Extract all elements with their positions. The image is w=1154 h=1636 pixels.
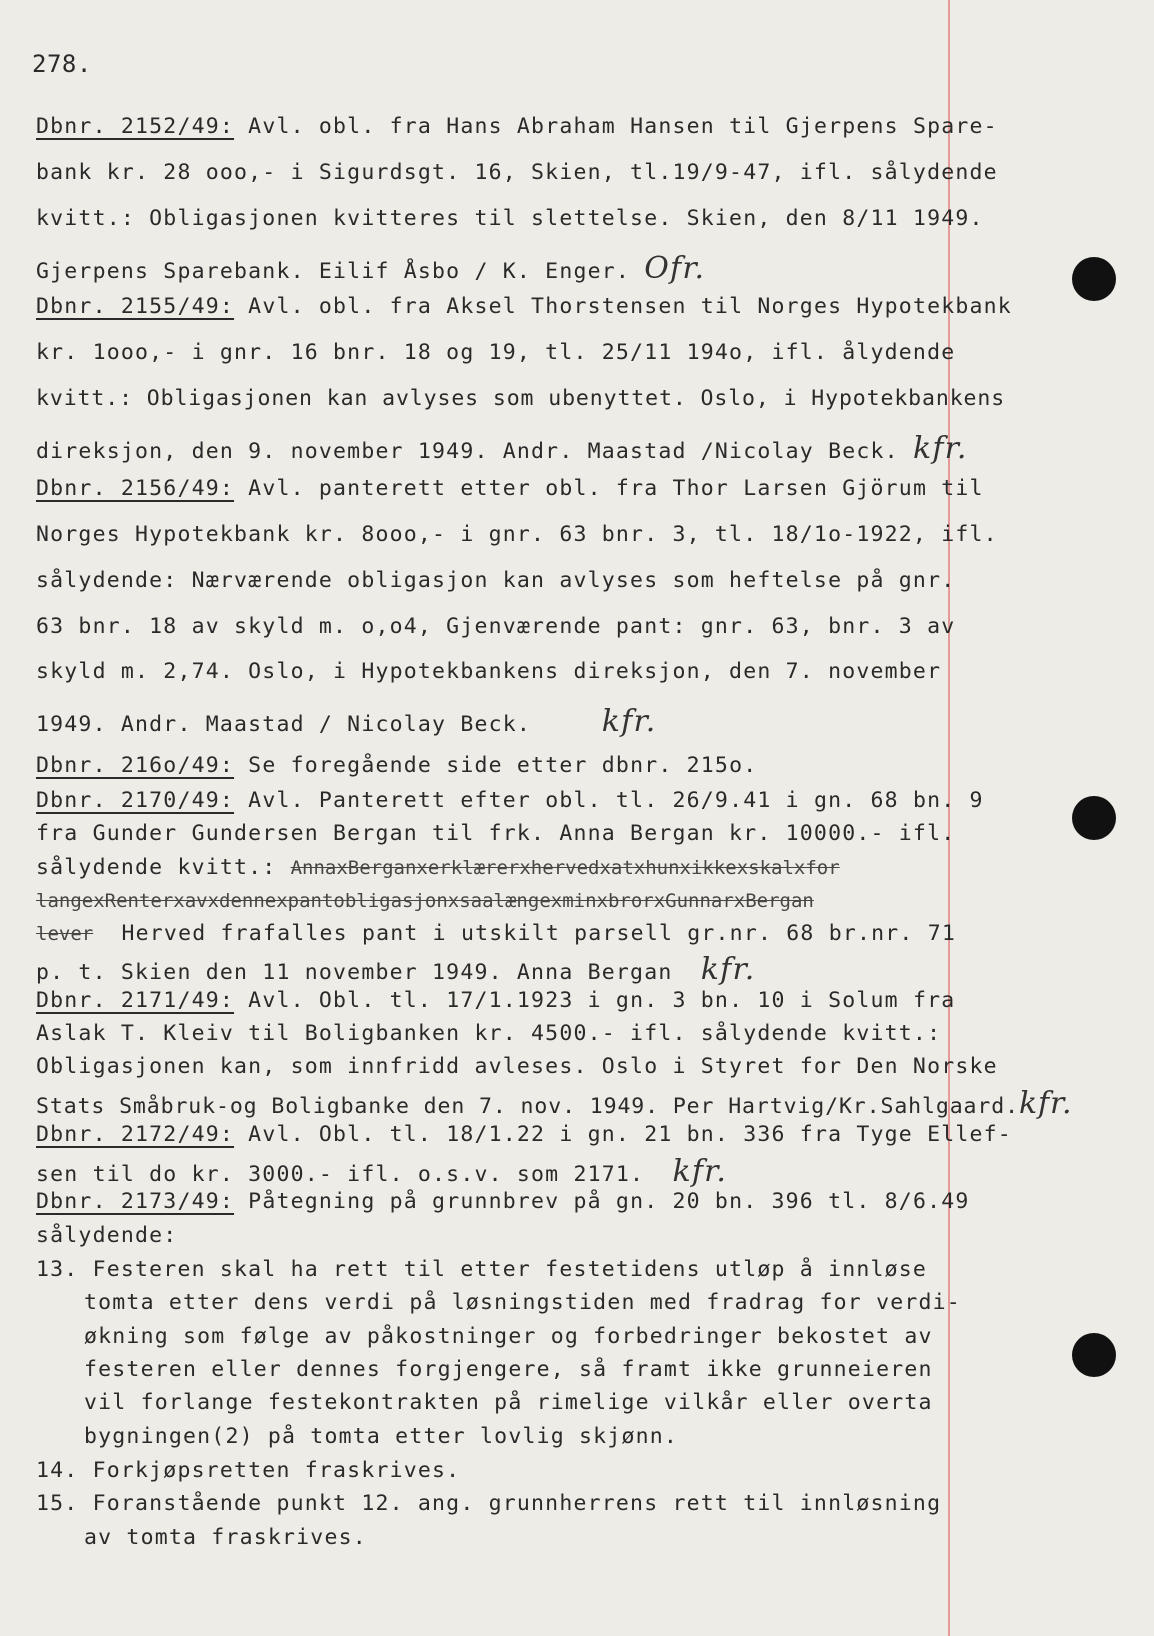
paragraph-line: 15. Foranstående punkt 12. ang. grunnherrens rett til innløsning [36,1491,942,1516]
entry-line: direksjon, den 9. november 1949. Andr. Maastad /Nicolay Beck. kfr. [36,431,968,466]
handwritten-initials: kfr. [601,704,657,739]
paragraph-line: av tomta fraskrives. [84,1525,367,1550]
entry-line: lever Herved frafalles pant i utskilt parsell gr.nr. 68 br.nr. 71 [36,921,956,946]
paragraph-line: 13. Festeren skal ha rett til etter festetidens utløp å innløse [36,1257,928,1282]
entry-ref: Dbnr. 2172/49: [36,1122,235,1147]
struck-text: lever [36,923,94,945]
entry-line: fra Gunder Gundersen Bergan til frk. Anna Bergan kr. 10000.- ifl. [36,821,956,846]
paragraph-line: økning som følge av påkostninger og forbedringer bekostet av [84,1324,933,1349]
entry-ref: Dbnr. 2170/49: [36,788,235,813]
paragraph-line: festeren eller dennes forgjengere, så framt ikke grunneieren [84,1357,933,1382]
binder-hole-icon [1072,1333,1116,1377]
red-margin-line [948,0,950,1636]
entry-line: sålydende: Nærværende obligasjon kan avlyses som heftelse på gnr. [36,568,956,593]
entry-line: Dbnr. 216o/49: Se foregående side etter dbnr. 215o. [36,753,758,778]
entry-line: Norges Hypotekbank kr. 8ooo,- i gnr. 63 bnr. 3, tl. 18/1o-1922, ifl. [36,522,998,547]
entry-line: Dbnr. 2173/49: Påtegning på grunnbrev på gn. 20 bn. 396 tl. 8/6.49 [36,1189,970,1214]
binder-hole-icon [1072,257,1116,301]
entry-line: sålydende kvitt.: AnnaxBerganxerklærerxhervedxatxhunxikkexskalxfor [36,855,840,880]
paragraph-line: bygningen(2) på tomta etter lovlig skjønn. [84,1424,679,1449]
entry-line: sålydende: [36,1223,178,1248]
entry-line: Gjerpens Sparebank. Eilif Åsbo / K. Enger. Ofr. [36,251,706,286]
entry-line: skyld m. 2,74. Oslo, i Hypotekbankens direksjon, den 7. november [36,659,942,684]
entry-line [36,890,814,912]
entry-line: Dbnr. 2156/49: Avl. panterett etter obl. fra Thor Larsen Gjörum til [36,476,984,501]
entry-line: Stats Småbruk-og Boligbanke den 7. nov. 1949. Per Hartvig/Kr.Sahlgaard.kfr. [36,1086,1073,1121]
entry-line: 63 bnr. 18 av skyld m. o,o4, Gjenværende pant: gnr. 63, bnr. 3 av [36,614,956,639]
entry-line: kvitt.: Obligasjonen kvitteres til slettelse. Skien, den 8/11 1949. [36,206,984,231]
entry-line: Aslak T. Kleiv til Boligbanken kr. 4500.- ifl. sålydende kvitt.: [36,1021,942,1046]
handwritten-initials: kfr. [672,1154,728,1189]
entry-line: 1949. Andr. Maastad / Nicolay Beck. kfr. [36,704,657,739]
entry-line: Dbnr. 2170/49: Avl. Panterett efter obl. tl. 26/9.41 i gn. 68 bn. 9 [36,788,984,813]
entry-ref: Dbnr. 2155/49: [36,294,235,319]
struck-text: AnnaxBerganxerklærerxhervedxatxhunxikkexskalxfor [290,857,840,879]
entry-line: kr. 1ooo,- i gnr. 16 bnr. 18 og 19, tl. 25/11 194o, ifl. ålydende [36,340,956,365]
entry-ref: Dbnr. 2173/49: [36,1189,235,1214]
handwritten-initials: Ofr. [644,251,706,286]
entry-line: Dbnr. 2171/49: Avl. Obl. tl. 17/1.1923 i gn. 3 bn. 10 i Solum fra [36,988,956,1013]
entry-line: Dbnr. 2155/49: Avl. obl. fra Aksel Thorstensen til Norges Hypotekbank [36,294,1012,319]
entry-ref: Dbnr. 2171/49: [36,988,235,1013]
paragraph-line: 14. Forkjøpsretten fraskrives. [36,1458,461,1483]
paragraph-line: vil forlange festekontrakten på rimelige vilkår eller overta [84,1390,933,1415]
handwritten-initials: kfr. [700,952,756,987]
entry-line: bank kr. 28 ooo,- i Sigurdsgt. 16, Skien, tl.19/9-47, ifl. sålydende [36,160,998,185]
handwritten-initials: kfr. [912,431,968,466]
binder-hole-icon [1072,796,1116,840]
entry-ref: Dbnr. 216o/49: [36,753,235,778]
entry-line: kvitt.: Obligasjonen kan avlyses som ubenyttet. Oslo, i Hypotekbankens [36,386,1006,411]
entry-ref: Dbnr. 2152/49: [36,114,235,139]
paragraph-line: tomta etter dens verdi på løsningstiden med fradrag for verdi- [84,1290,961,1315]
entry-line: p. t. Skien den 11 november 1949. Anna Bergan kfr. [36,952,756,987]
entry-line: sen til do kr. 3000.- ifl. o.s.v. som 2171. kfr. [36,1154,728,1189]
handwritten-initials: kfr. [1018,1086,1073,1121]
entry-line: Obligasjonen kan, som innfridd avleses. Oslo i Styret for Den Norske [36,1054,998,1079]
entry-ref: Dbnr. 2156/49: [36,476,235,501]
struck-text: langexRenterxavxdennexpantobligasjonxsaalængexminxbrorxGunnarxBergan [36,890,814,912]
page-number: 278. [32,50,92,78]
entry-line: Dbnr. 2152/49: Avl. obl. fra Hans Abraham Hansen til Gjerpens Spare- [36,114,998,139]
entry-line: Dbnr. 2172/49: Avl. Obl. tl. 18/1.22 i gn. 21 bn. 336 fra Tyge Ellef- [36,1122,1012,1147]
